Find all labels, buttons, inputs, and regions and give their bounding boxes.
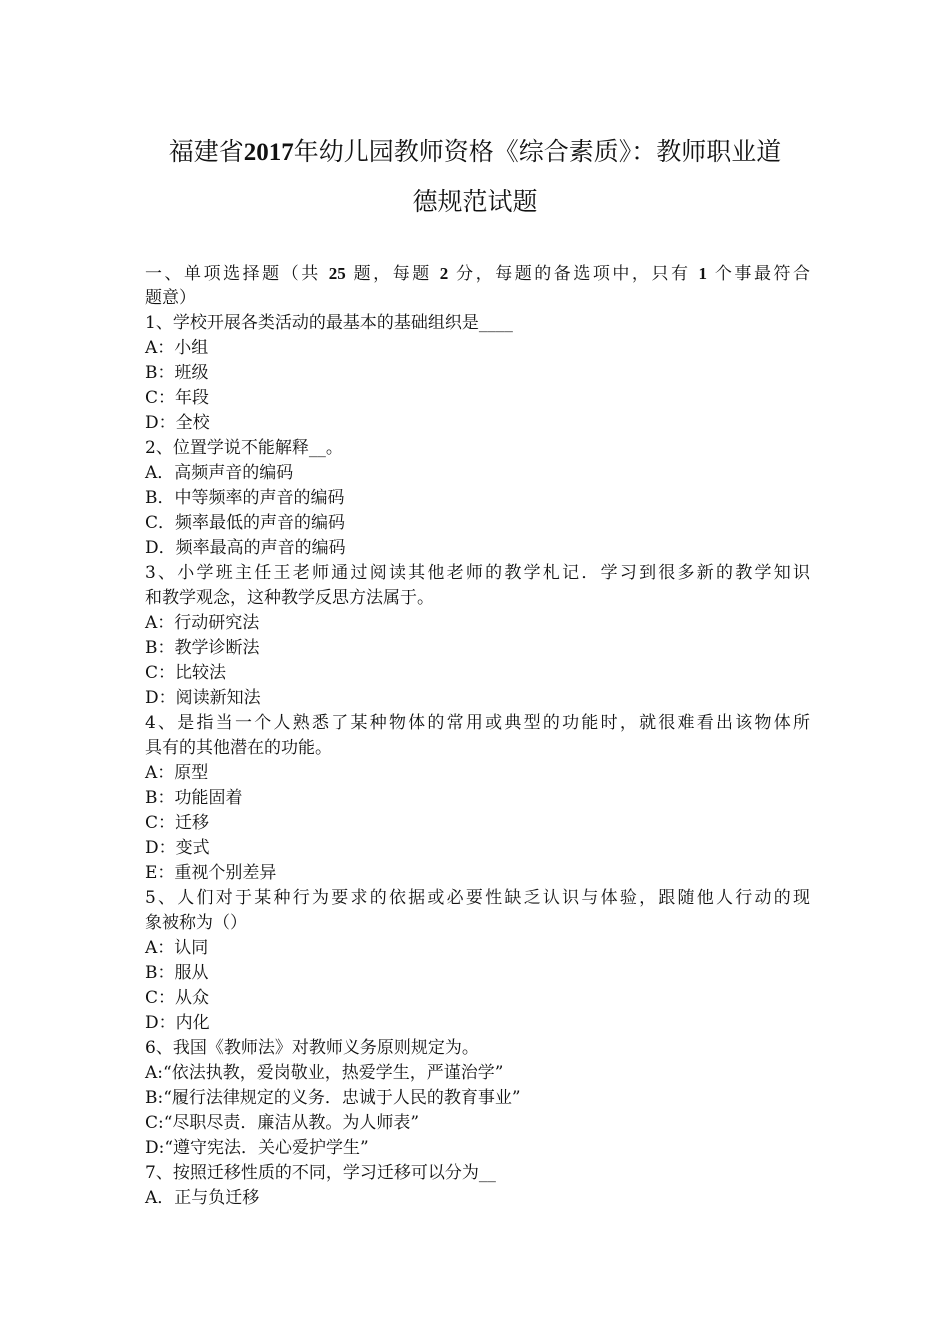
answer-option: A：小组 [145, 338, 209, 358]
answer-option: D：全校 [145, 413, 210, 433]
question-text: 6、我国《教师法》对教师义务原则规定为。 [145, 1038, 479, 1058]
section-heading: 一、单项选择题（共 25 题，每题 2 分，每题的备选项中，只有 1 个事最符合 [145, 264, 811, 284]
answer-option: A：原型 [145, 763, 209, 783]
answer-option: A：认同 [145, 938, 209, 958]
title-part-1: 福建省 [168, 137, 244, 166]
question-list [145, 311, 810, 1211]
answer-option: B：教学诊断法 [145, 638, 260, 658]
answer-option: D：内化 [145, 1013, 210, 1033]
answer-option: C：迁移 [145, 813, 210, 833]
answer-option: D：变式 [145, 838, 210, 858]
correct-count: 1 [698, 264, 707, 283]
answer-option: A．正与负迁移 [145, 1188, 260, 1208]
title-year: 2017 [243, 139, 294, 166]
answer-option: B：服从 [145, 963, 209, 983]
question-text: 3、小学班主任王老师通过阅读其他老师的教学札记．学习到很多新的教学知识 [145, 563, 810, 583]
title-part-2: 年幼儿园教师资格《综合素质》：教师职业道 [293, 137, 782, 166]
answer-option: C：年段 [145, 388, 210, 408]
answer-option: D:“遵守宪法．关心爱护学生” [145, 1138, 369, 1158]
answer-option: A．高频声音的编码 [145, 463, 294, 483]
answer-option: A:“依法执教，爱岗敬业，热爱学生，严谨治学” [145, 1063, 504, 1083]
question-item [145, 1036, 810, 1161]
question-item [145, 311, 810, 436]
question-text: 和教学观念，这种教学反思方法属于。 [145, 588, 434, 608]
document-title-line-1 [0, 136, 950, 169]
question-text: 象被称为（） [145, 913, 247, 933]
question-item [145, 886, 810, 1036]
answer-option: B：班级 [145, 363, 209, 383]
answer-option: C:“尽职尽责．廉洁从教。为人师表” [145, 1113, 420, 1133]
answer-option: C：从众 [145, 988, 210, 1008]
exam-content [145, 261, 810, 1211]
section-heading-line-2: 题意） [145, 288, 196, 308]
answer-option: E：重视个别差异 [145, 863, 277, 883]
answer-option: A：行动研究法 [145, 613, 260, 633]
question-count: 25 [328, 264, 346, 283]
question-text: 4、是指当一个人熟悉了某种物体的常用或典型的功能时，就很难看出该物体所 [145, 713, 810, 733]
question-text: 7、按照迁移性质的不同，学习迁移可以分为__ [145, 1163, 496, 1183]
question-item [145, 711, 810, 886]
document-title-line-2: 德规范试题 [412, 187, 538, 216]
answer-option: B．中等频率的声音的编码 [145, 488, 345, 508]
answer-option: B:“履行法律规定的义务．忠诚于人民的教育事业” [145, 1088, 521, 1108]
answer-option: D：阅读新知法 [145, 688, 261, 708]
question-text: 1、学校开展各类活动的最基本的基础组织是____ [145, 313, 513, 333]
question-text: 5、人们对于某种行为要求的依据或必要性缺乏认识与体验，跟随他人行动的现 [145, 888, 810, 908]
question-item [145, 1161, 810, 1211]
question-points: 2 [439, 264, 449, 283]
answer-option: B：功能固着 [145, 788, 243, 808]
question-text: 具有的其他潜在的功能。 [145, 738, 332, 758]
question-text: 2、位置学说不能解释__。 [145, 438, 343, 458]
answer-option: C：比较法 [145, 663, 227, 683]
question-item [145, 436, 810, 561]
question-item [145, 561, 810, 711]
answer-option: D．频率最高的声音的编码 [145, 538, 346, 558]
answer-option: C．频率最低的声音的编码 [145, 513, 346, 533]
